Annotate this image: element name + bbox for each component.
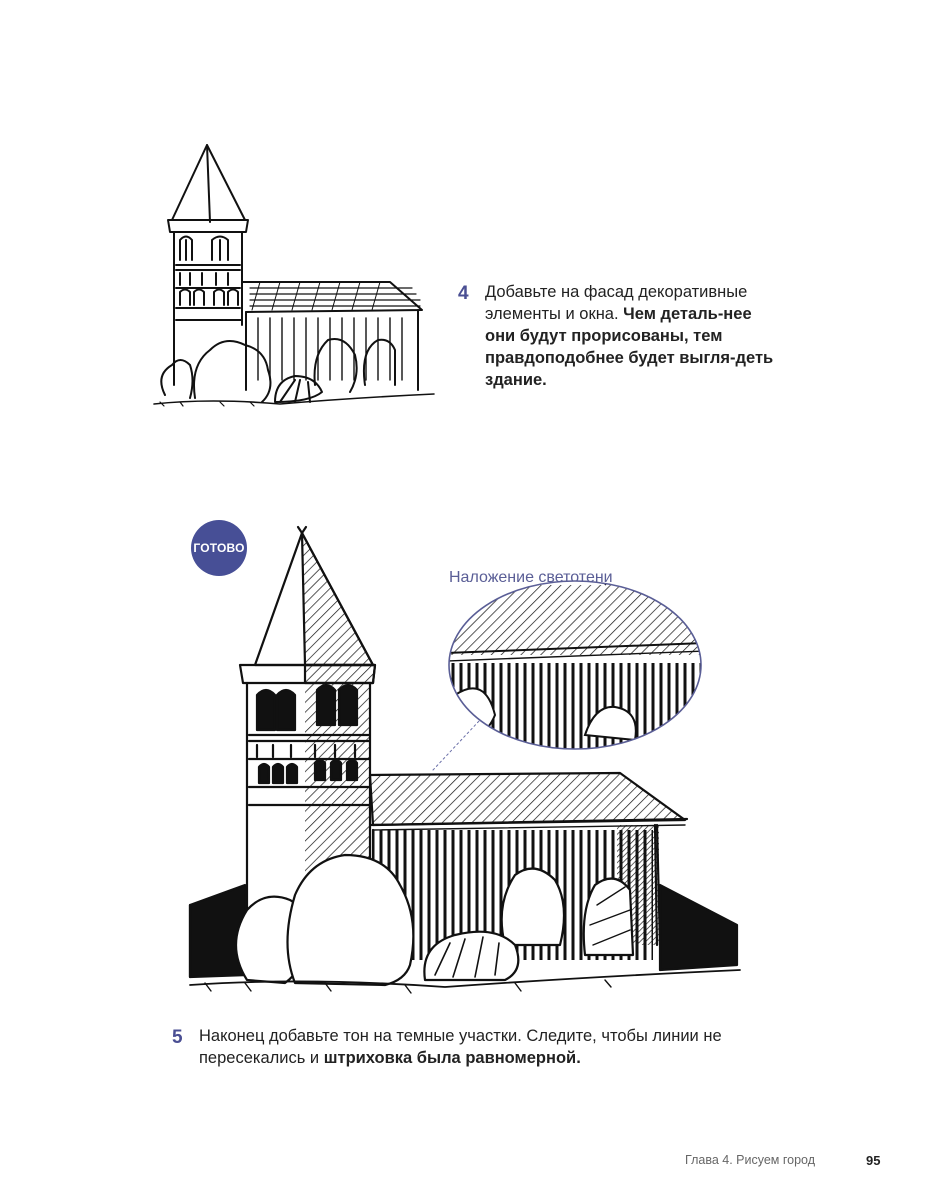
inset-magnified-detail — [445, 581, 707, 753]
footer-chapter-title: Глава 4. Рисуем город — [685, 1153, 815, 1167]
church-sketch-detailed — [150, 140, 440, 415]
page-number: 95 — [866, 1153, 881, 1168]
step-4-text-regular: Добавьте на фасад декоративные элементы и окна. — [485, 283, 748, 323]
step-5-number: 5 — [172, 1027, 183, 1048]
step-5-text-regular: Наконец добавьте тон на темные участки. Следите, чтобы линии не пересекались и — [199, 1027, 722, 1067]
step-4-number: 4 — [458, 283, 469, 304]
step-4-text-bold: Чем деталь-нее они будут прорисованы, тем правдоподобнее будет выгля-деть здание. — [485, 305, 774, 389]
step-4-text — [485, 281, 785, 391]
inset-caption: Наложение светотени — [449, 569, 613, 586]
step-5-text-bold: штриховка была равномерной. — [323, 1049, 581, 1067]
step-5-text — [199, 1025, 729, 1069]
done-badge: ГОТОВО — [191, 520, 247, 576]
church-sketch-shaded — [185, 525, 745, 1005]
